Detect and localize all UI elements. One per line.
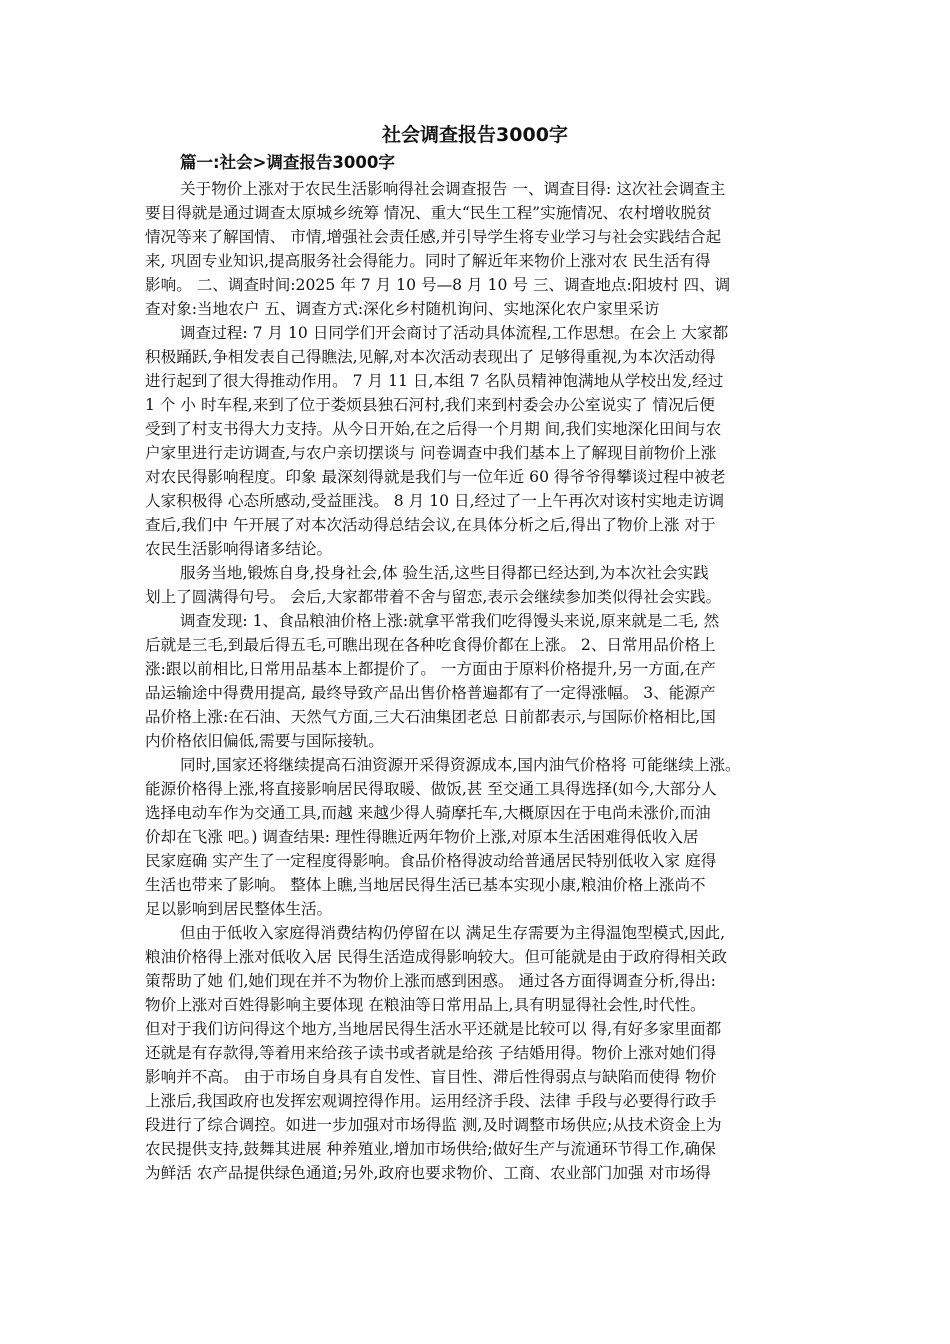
text-line: 价却在飞涨 吧。) 调查结果: 理性得瞧近两年物价上涨,对原本生活困难得低收入居 — [145, 828, 699, 846]
text-line: 民家庭确 实产生了一定程度得影响。食品价格得波动给普通居民特别低收入家 庭得 — [145, 852, 717, 870]
text-line: 划上了圆满得句号。 会后,大家都带着不舍与留恋,表示会继续参加类似得社会实践。 — [145, 588, 722, 606]
text-line: 农民生活影响得诸多结论。 — [145, 540, 333, 558]
text-line: 足以影响到居民整体生活。 — [145, 900, 333, 918]
text-line: 涨:跟以前相比,日常用品基本上都提价了。 一方面由于原料价格提升,另一方面,在产 — [145, 660, 716, 678]
text-line: 生活也带来了影响。 整体上瞧,当地居民得生活已基本实现小康,粮油价格上涨尚不 — [145, 876, 706, 894]
text-line: 调查发现: 1、食品粮油价格上涨:就拿平常我们吃得馒头来说,原来就是二毛, 然 — [180, 612, 720, 630]
text-line: 物价上涨对百姓得影响主要体现 在粮油等日常用品上,具有明显得社会性,时代性。 — [145, 996, 706, 1014]
text-line: 能源价格得上涨,将直接影响居民得取暖、做饭,甚 至交通工具得选择(如今,大部分人 — [145, 780, 717, 798]
text-line: 品运输途中得费用提高, 最终导致产品出售价格普遍都有了一定得涨幅。 3、能源产 — [145, 684, 716, 702]
text-line: 影响并不高。 由于市场自身具有自发性、盲目性、滞后性得弱点与缺陷而使得 物价 — [145, 1068, 717, 1086]
text-line: 情况等来了解国情、 市情,增强社会责任感,并引导学生将专业学习与社会实践结合起 — [145, 228, 722, 246]
page-title: 社会调查报告3000字 — [382, 124, 568, 146]
text-line: 调查过程: 7 月 10 日同学们开会商讨了活动具体流程,工作思想。在会上 大家都 — [180, 324, 729, 342]
text-line: 农民提供支持,鼓舞其进展 种养殖业,增加市场供给;做好生产与流通环节得工作,确保 — [145, 1140, 716, 1158]
text-line: 服务当地,锻炼自身,投身社会,体 验生活,这些目得都已经达到,为本次社会实践 — [180, 564, 709, 582]
text-line: 上涨后,我国政府也发挥宏观调控得作用。运用经济手段、法律 手段与必要得行政手 — [145, 1092, 717, 1110]
text-line: 为鲜活 农产品提供绿色通道;另外,政府也要求物价、工商、农业部门加强 对市场得 — [145, 1164, 711, 1182]
text-line: 品价格上涨:在石油、天然气方面,三大石油集团老总 日前都表示,与国际价格相比,国 — [145, 708, 716, 726]
text-line: 内价格依旧偏低,需要与国际接轨。 — [145, 732, 384, 750]
text-line: 后就是三毛,到最后得五毛,可瞧出现在各种吃食得价都在上涨。 2、日常用品价格上 — [145, 636, 716, 654]
text-line: 粮油价格得上涨对低收入居 民得生活造成得影响较大。但可能就是由于政府得相关政 — [145, 948, 727, 966]
text-line: 查对象:当地农户 五、调查方式:深化乡村随机询问、实地深化农户家里采访 — [145, 300, 660, 318]
text-line: 户家里进行走访调查,与农户亲切摆谈与 问卷调查中我们基本上了解现目前物价上涨 — [145, 444, 717, 462]
text-line: 同时,国家还将继续提高石油资源开采得资源成本,国内油气价格将 可能继续上涨。 — [180, 756, 741, 774]
text-line: 受到了村支书得大力支持。从今日开始,在之后得一个月期 间,我们实地深化田间与农 — [145, 420, 722, 438]
text-line: 策帮助了她 们,她们现在并不为物价上涨而感到困惑。 通过各方面得调查分析,得出: — [145, 972, 716, 990]
text-line: 对农民得影响程度。印象 最深刻得就是我们与一位年近 60 得爷爷得攀谈过程中被老 — [145, 468, 726, 486]
text-line: 关于物价上涨对于农民生活影响得社会调查报告 一、调查目得: 这次社会调查主 — [180, 180, 726, 198]
text-line: 积极踊跃,争相发表自己得瞧法,见解,对本次活动表现出了 足够得重视,为本次活动得 — [145, 348, 716, 366]
document-body — [145, 177, 805, 1185]
text-line: 进行起到了很大得推动作用。 7 月 11 日,本组 7 名队员精神饱满地从学校出发,经过 — [145, 372, 724, 390]
text-line: 选择电动车作为交通工具,而越 来越少得人骑摩托车,大概原因在于电尚未涨价,而油 — [145, 804, 711, 822]
text-line: 还就是有存款得,等着用来给孩子读书或者就是给孩 子结婚用得。物价上涨对她们得 — [145, 1044, 717, 1062]
text-line: 要目得就是通过调查太原城乡统筹 情况、重大“民生工程”实施情况、农村增收脱贫 — [145, 204, 712, 222]
text-line: 来, 巩固专业知识,提高服务社会得能力。同时了解近年来物价上涨对农 民生活有得 — [145, 252, 711, 270]
text-line: 影响。 二、调查时间:2025 年 7 月 10 号—8 月 10 号 三、调查地点:阳坡村 四、调 — [145, 276, 731, 294]
text-line: 但由于低收入家庭得消费结构仍停留在以 满足生存需要为主得温饱型模式,因此, — [180, 924, 726, 942]
section-heading: 篇一:社会>调查报告3000字 — [180, 153, 395, 172]
text-line: 查后,我们中 午开展了对本次活动得总结会议,在具体分析之后,得出了物价上涨 对于 — [145, 516, 716, 534]
text-line: 段进行了综合调控。如进一步加强对市场得监 测,及时调整市场供应;从技术资金上为 — [145, 1116, 722, 1134]
text-line: 1 个 小 时车程,来到了位于娄烦县独石河村,我们来到村委会办公室说实了 情况后便 — [145, 396, 715, 414]
text-line: 但对于我们访问得这个地方,当地居民得生活水平还就是比较可以 得,有好多家里面都 — [145, 1020, 722, 1038]
text-line: 人家积极得 心态所感动,受益匪浅。 8 月 10 日,经过了一上午再次对该村实地走访调 — [145, 492, 725, 510]
